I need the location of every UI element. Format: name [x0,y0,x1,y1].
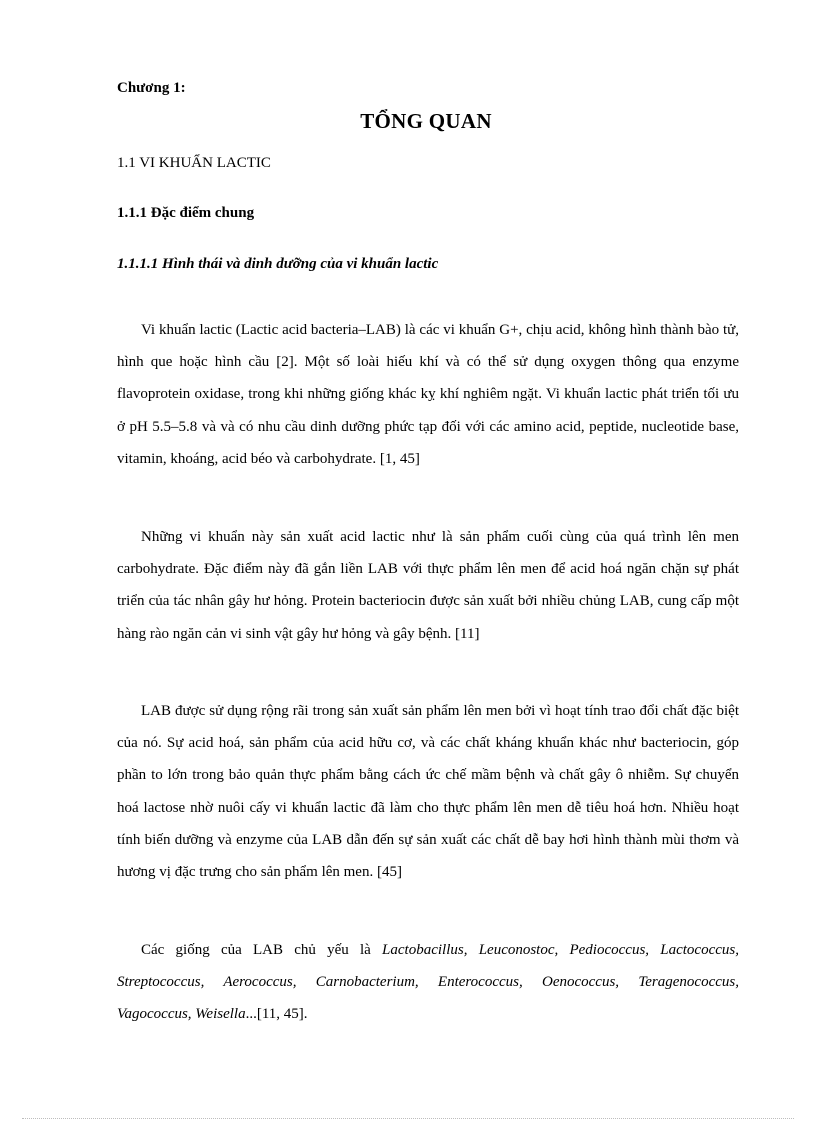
page-bottom-divider [22,1118,794,1119]
paragraph-lactic-acid-production: Những vi khuẩn này sản xuất acid lactic như là sản phẩm cuối cùng của quá trình lên men carbohydrate. Đặc điểm này đã gắn liền LAB với thực phẩm lên men để acid hoá ngăn chặn sự phát triển của tác nhân gây hư hỏng. Protein bacteriocin được sản xuất bởi nhiều chủng LAB, cung cấp một hàng rào ngăn cản vi sinh vật gây hư hỏng và gây bệnh. [11] [117,529,739,642]
chapter-title: TỔNG QUAN [360,109,492,133]
section-heading-1-1-1: 1.1.1 Đặc điểm chung [117,205,255,221]
paragraph-lab-genera [117,934,739,1031]
paragraph-lab-fermentation-use: LAB được sử dụng rộng rãi trong sản xuất sản phẩm lên men bởi vì hoạt tính trao đổi chất đặc biệt của nó. Sự acid hoá, sản phẩm của acid hữu cơ, và các chất kháng khuẩn khác như bacteriocin, góp phần to lớn trong bảo quản thực phẩm bằng cách ức chế mầm bệnh và chất gây ô nhiễm. Sự chuyển hoá lactose nhờ nuôi cấy vi khuẩn lactic đã làm cho thực phẩm lên men dễ tiêu hoá hơn. Nhiều hoạt tính biến dưỡng và enzyme của LAB dẫn đến sự sản xuất các chất dễ bay hơi hình thành mùi thơm và hương vị đặc trưng cho sản phẩm lên men. [45] [117,703,739,881]
paragraph-lab-definition: Vi khuẩn lactic (Lactic acid bacteria–LAB) là các vi khuẩn G+, chịu acid, không hình thành bào tử, hình que hoặc hình cầu [2]. Một số loài hiếu khí và có thể sử dụng oxygen thông qua enzyme flavoprotein oxidase, trong khi những giống khác kỵ khí nghiêm ngặt. Vi khuẩn lactic phát triển tối ưu ở pH 5.5–5.8 và và có nhu cầu dinh dưỡng phức tạp đối với các amino acid, peptide, nucleotide base, vitamin, khoáng, acid béo và carbohydrate. [1, 45] [117,322,739,467]
genera-citation: ...[11, 45]. [245,1006,308,1023]
section-heading-1-1: 1.1 VI KHUẨN LACTIC [117,155,271,171]
chapter-label: Chương 1: [117,80,186,96]
section-heading-1-1-1-1: 1.1.1.1 Hình thái và dinh dưỡng của vi khuẩn lactic [117,256,439,272]
genera-list: Lactobacillus, Leuconostoc, Pediococcus, Lactococcus, Streptococcus, Aerococcus, Carnobacterium, Enterococcus, Oenococcus, Teragenococcus, Vagococcus, Weisella [117,942,739,1023]
genera-intro-text: Các giống của LAB chủ yếu là [141,942,383,958]
